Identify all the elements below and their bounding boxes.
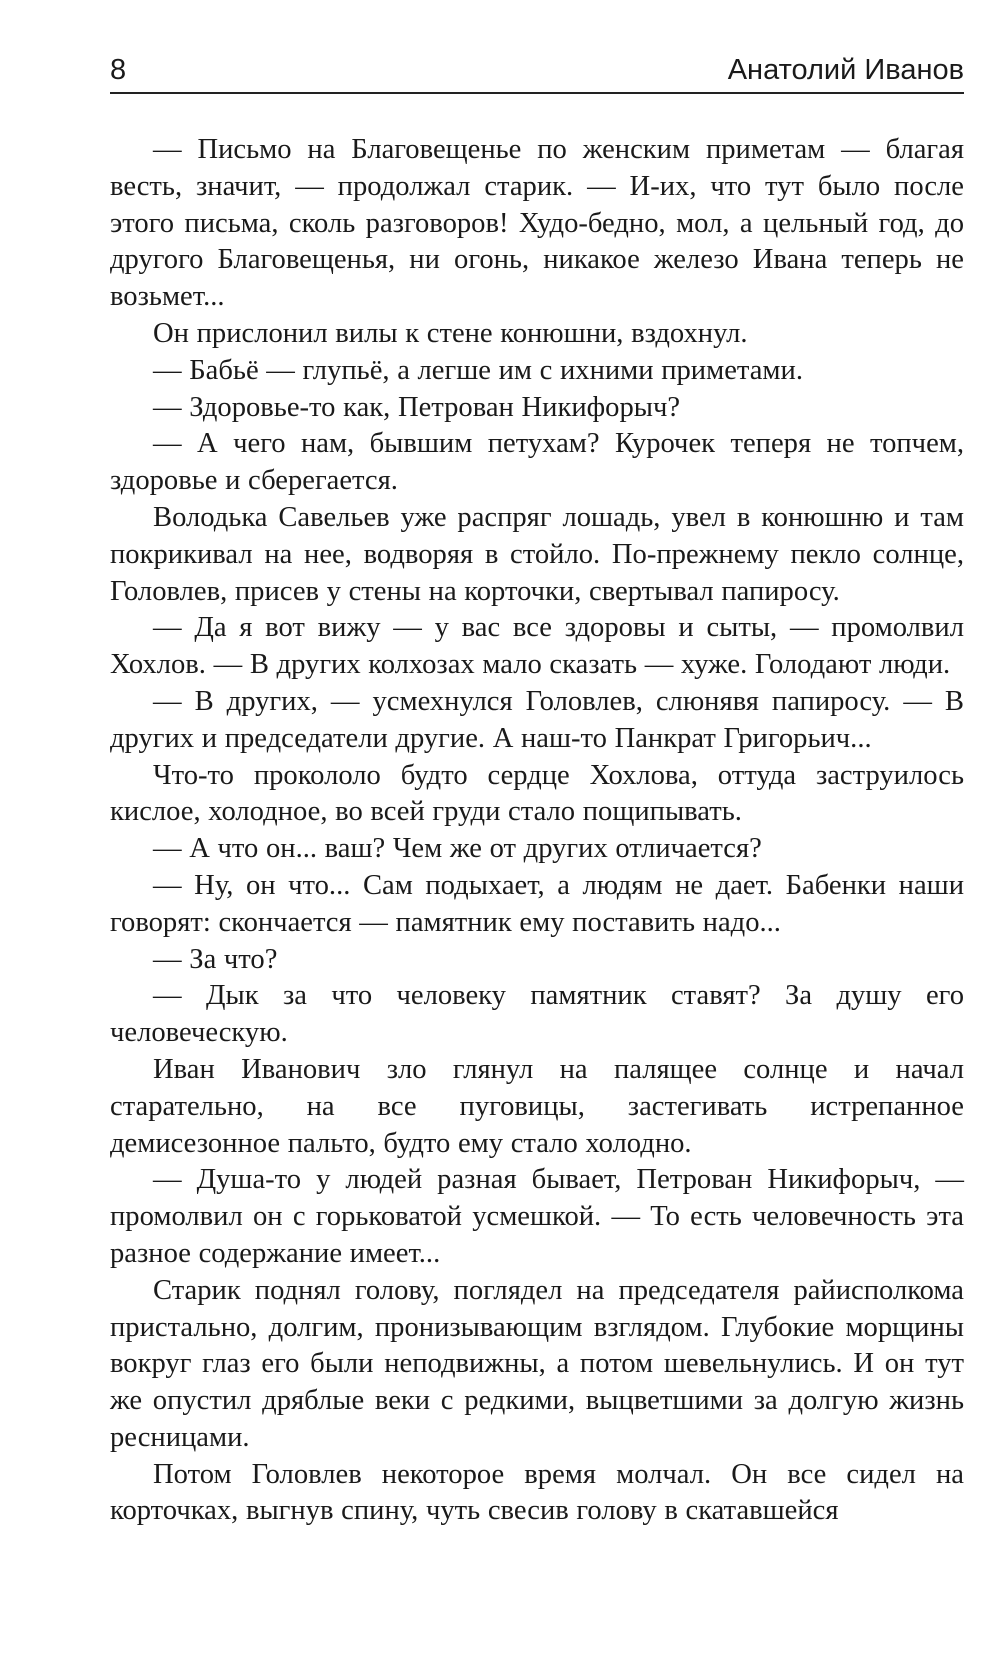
- page-header: [110, 52, 964, 94]
- paragraph: — В других, — усмехнулся Головлев, слюнявя папиросу. — В других и председатели другие. А наш-то Панкрат Григорьич...: [110, 685, 964, 754]
- paragraph: — Душа-то у людей разная бывает, Петрован Никифорыч, — промолвил он с горьковатой усмешкой. — То есть человечность эта разное содержание имеет...: [110, 1164, 964, 1269]
- paragraph: — Бабьё — глупьё, а легше им с ихними приметами.: [153, 354, 803, 386]
- paragraph: — Ну, он что... Сам подыхает, а людям не дает. Бабенки наши говорят: скончается — памятник ему поставить надо...: [110, 869, 964, 938]
- paragraph: — Здоровье-то как, Петрован Никифорыч?: [153, 391, 681, 423]
- paragraph: Старик поднял голову, поглядел на председателя райисполкома пристально, долгим, пронизывающим взглядом. Глубокие морщины вокруг глаз его были неподвижны, а потом шевельнулись. И он тут же опустил дряблые веки с редкими, выцветшими за долгую жизнь ресницами.: [110, 1274, 964, 1453]
- paragraph: — Да я вот вижу — у вас все здоровы и сыты, — промолвил Хохлов. — В других колхозах мало сказать — хуже. Голодают люди.: [110, 612, 964, 681]
- paragraph: Иван Иванович зло глянул на палящее солнце и начал старательно, на все пуговицы, застегивать истрепанное демисезонное пальто, будто ему стало холодно.: [110, 1053, 964, 1159]
- paragraph: Он прислонил вилы к стене конюшни, вздохнул.: [153, 317, 748, 349]
- paragraph: Володька Савельев уже распряг лошадь, увел в конюшню и там покрикивал на нее, водворяя в стойло. По-прежнему пекло солнце, Головлев, присев у стены на корточки, свертывал папиросу.: [110, 501, 964, 607]
- body-text: [110, 132, 964, 1530]
- running-title: Анатолий Иванов: [727, 54, 964, 86]
- paragraph: — За что?: [153, 943, 278, 975]
- paragraph: — А чего нам, бывшим петухам? Курочек теперя не топчем, здоровье и сберегается.: [110, 428, 964, 497]
- paragraph: — Дык за что человеку памятник ставят? За душу его человеческую.: [110, 980, 964, 1049]
- paragraph: — Письмо на Благовещенье по женским приметам — благая весть, значит, — продолжал старик. — И-их, что тут было после этого письма, сколь разговоров! Худо-бедно, мол, а цельный год, до другого Благовещенья, ни огонь, никакое железо Ивана теперь не возьмет...: [110, 134, 964, 313]
- paragraph: — А что он... ваш? Чем же от других отличается?: [153, 833, 762, 865]
- page-number: 8: [110, 54, 127, 86]
- paragraph: Потом Головлев некоторое время молчал. Он все сидел на корточках, выгнув спину, чуть свесив голову в скатавшейся: [110, 1458, 964, 1527]
- paragraph: Что-то прокололо будто сердце Хохлова, оттуда заструилось кислое, холодное, во всей груди стало пощипывать.: [110, 759, 964, 828]
